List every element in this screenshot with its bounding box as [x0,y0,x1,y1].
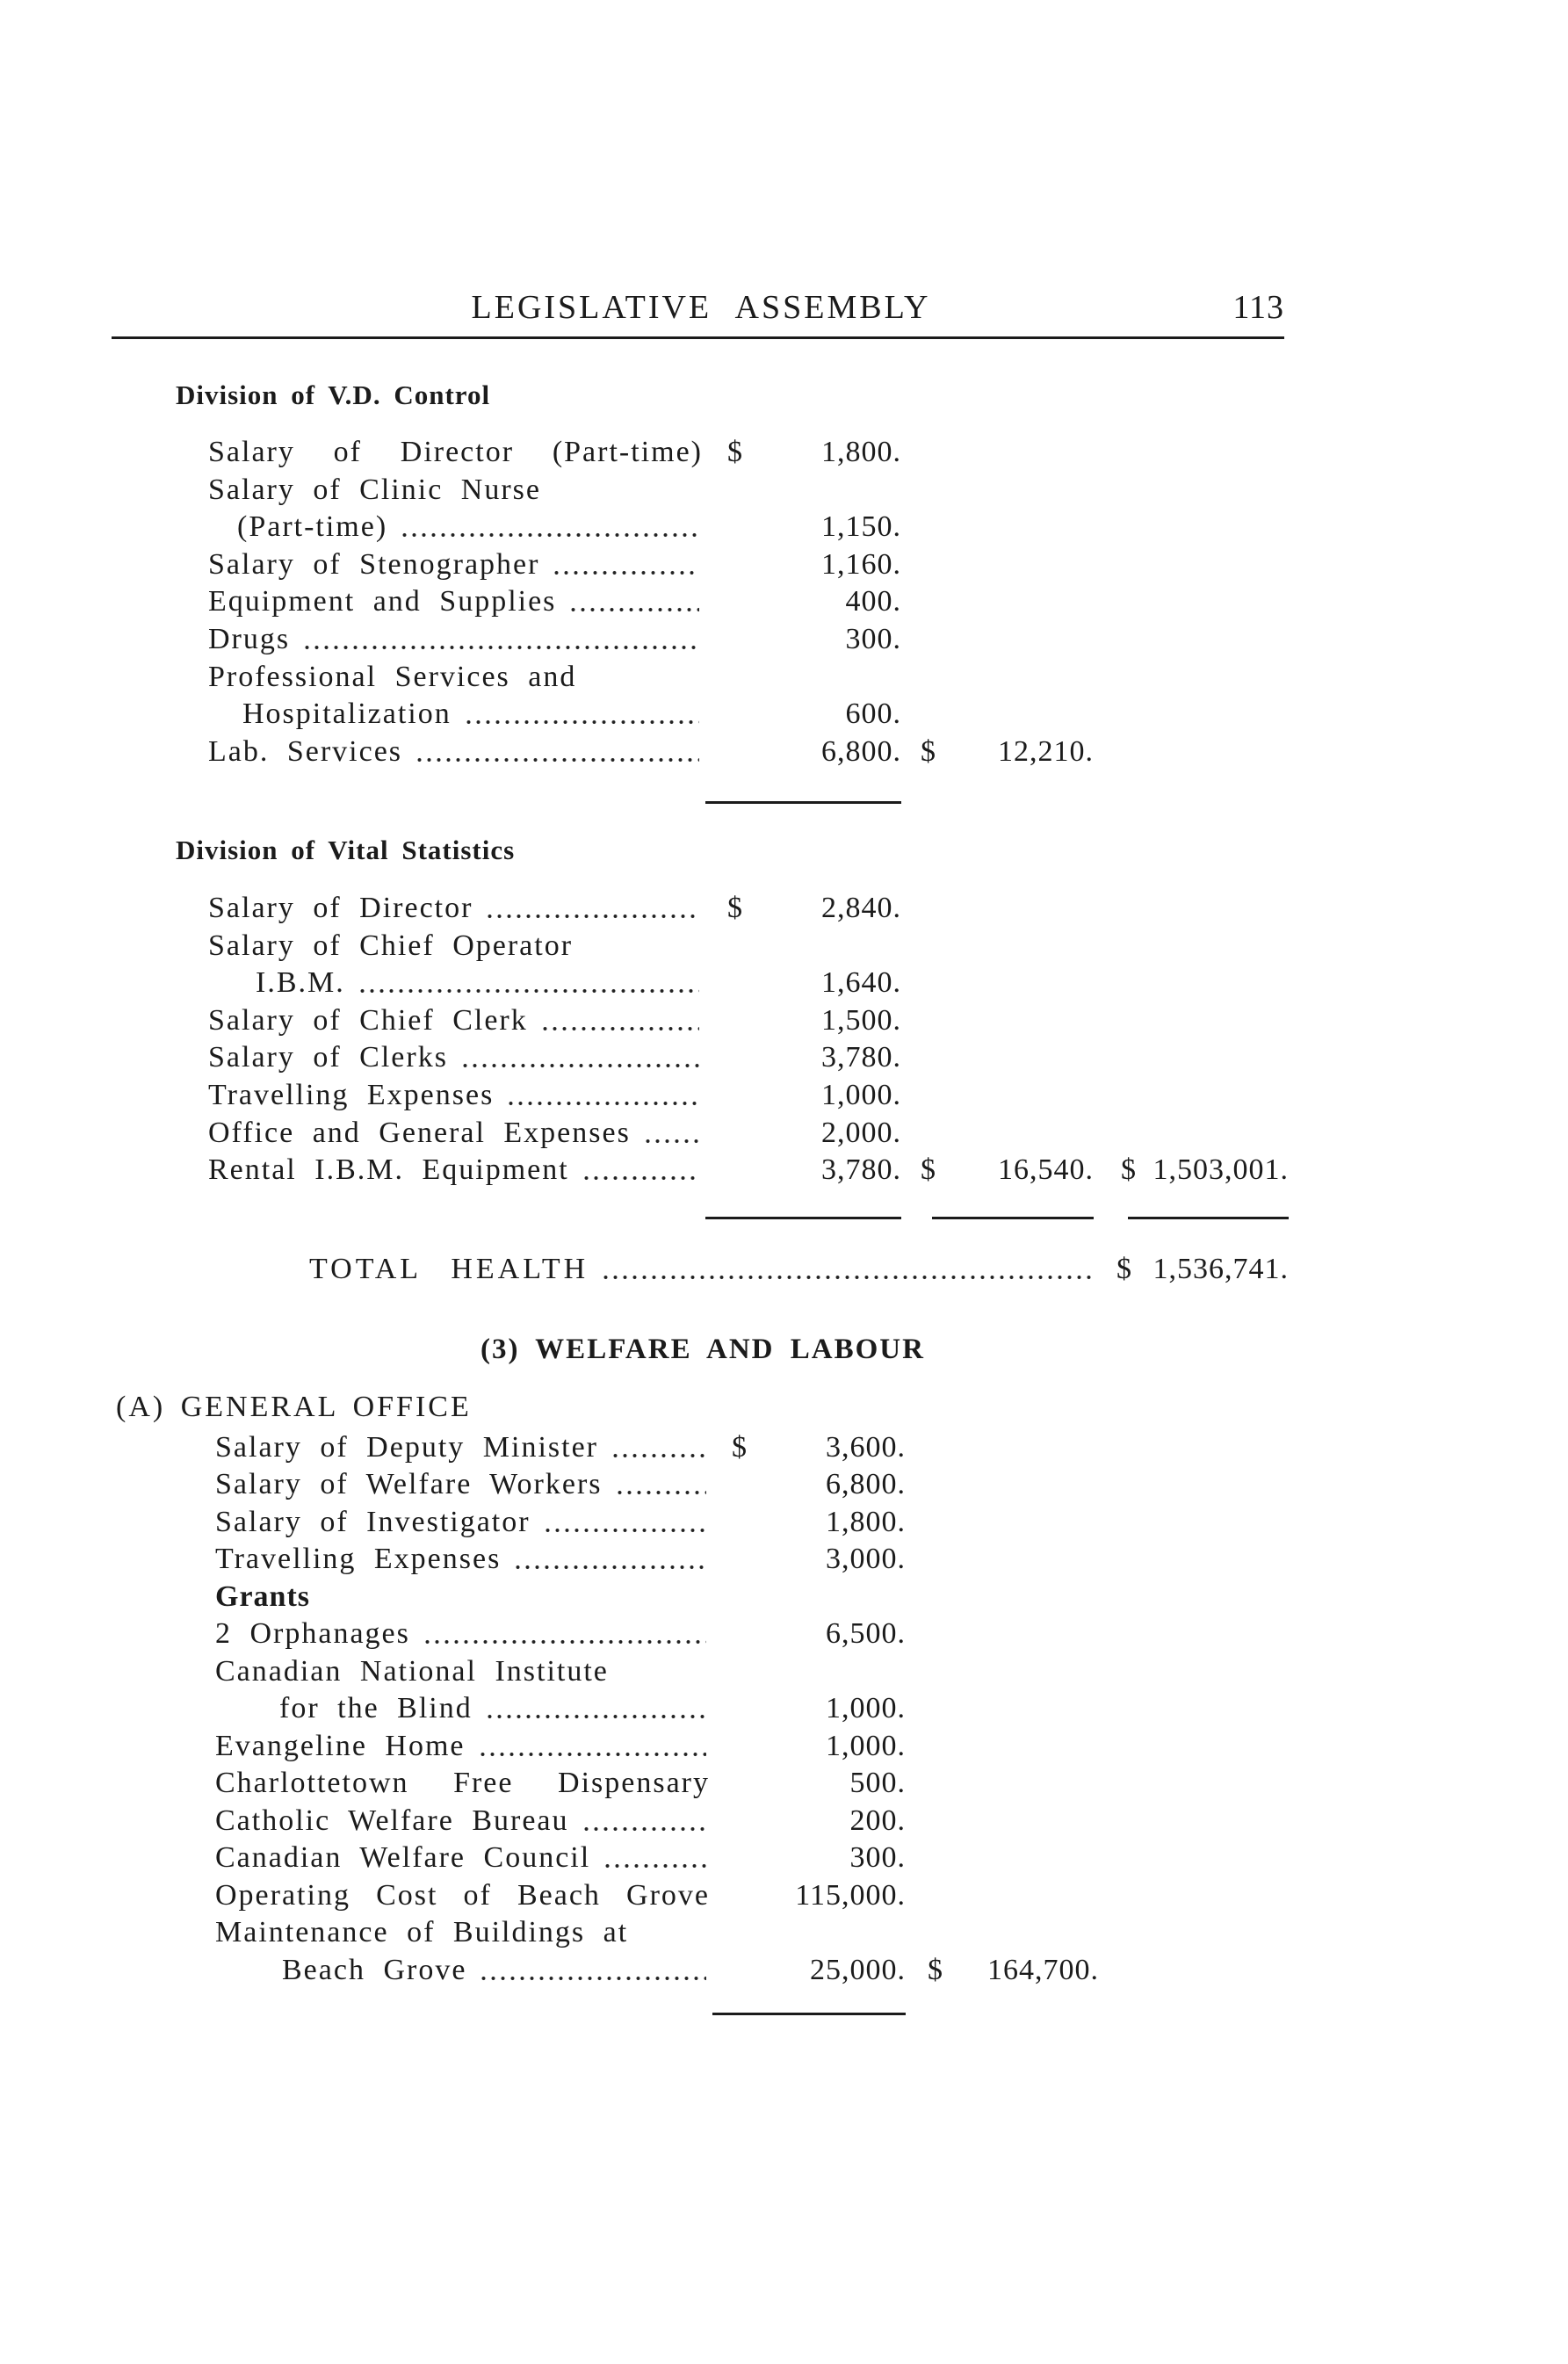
line-item [0,1690,1568,1727]
line-item-label: Professional Services and [208,661,577,693]
leader-dots [603,1863,706,1869]
line-item [0,1765,1568,1802]
line-item-label: Salary of Clerks [208,1041,448,1074]
line-item-label: Canadian Welfare Council [215,1841,591,1874]
dollar-sign: $ [921,735,936,768]
dollar-sign: $ [727,436,742,468]
line-item [0,734,1568,770]
line-item-amount: 600. [845,698,901,730]
page-number: 113 [1232,289,1284,326]
line-item-label: Salary of Clinic Nurse [208,474,541,506]
leader-dots [485,1714,706,1719]
line-item [0,1115,1568,1152]
line-item-label: Salary of Stenographer [208,548,540,581]
line-item-label: Evangeline Home [215,1730,466,1762]
line-item-label: 2 Orphanages [215,1617,410,1650]
line-item-label-cell [215,1541,710,1578]
line-item-label-cell [282,1952,710,1989]
line-item-label: for the Blind [279,1692,473,1724]
line-item-label-cell [242,696,703,733]
line-item-amount: 300. [849,1841,906,1874]
line-item [0,1541,1568,1578]
line-item [0,1840,1568,1876]
line-item-label: Beach Grove [282,1954,467,1986]
line-item-label-cell [215,1840,710,1876]
line-item-amount: 2,000. [821,1117,901,1149]
line-item-label: (Part-time) [237,510,388,543]
leader-dots [358,988,699,994]
line-item-label: Salary of Chief Operator [208,929,574,962]
line-item [0,1002,1568,1039]
line-item-amount: 1,160. [821,548,901,581]
dollar-sign: $ [1121,1153,1136,1186]
subtotal-rule [712,2013,906,2015]
line-item-label-cell [208,546,703,583]
line-item [0,890,1568,927]
subtotal-amount: 12,210. [998,735,1094,768]
total-health-label: TOTAL HEALTH [309,1253,589,1285]
line-item [0,1914,1568,1951]
section-heading-vd-control: Division of V.D. Control [176,380,491,410]
line-item [0,434,1568,471]
line-item-label-cell [237,509,703,546]
dollar-sign: $ [727,892,742,924]
leader-dots [582,1175,699,1181]
line-item-label-cell [208,1115,703,1152]
leader-dots [478,1752,706,1757]
line-item-label: Maintenance of Buildings at [215,1916,629,1948]
line-item-amount: 115,000. [795,1879,906,1912]
total-health-row [0,1251,1568,1288]
line-item [0,1877,1568,1914]
line-item [0,509,1568,546]
leader-dots [582,1826,707,1832]
line-item-label-cell [208,890,703,927]
line-item-label-cell [208,1152,703,1189]
line-item-label-cell [208,734,703,770]
line-item [0,1504,1568,1541]
leader-dots [601,1275,1095,1280]
line-item [0,965,1568,1001]
total-health-label-cell [309,1251,1099,1288]
line-item [0,1152,1568,1189]
line-item-label: Equipment and Supplies [208,585,557,618]
subtotal-amount: 164,700. [987,1954,1099,1986]
line-item-label-cell [215,1466,710,1503]
line-item-amount: 1,150. [821,510,901,543]
line-item-label: Travelling Expenses [208,1079,495,1111]
line-item-label-cell [208,583,703,620]
line-item-label-cell [215,1429,710,1466]
line-item-amount: 1,500. [821,1004,901,1037]
subtotal-rule [932,1217,1094,1219]
line-item [0,1616,1568,1652]
leader-dots [423,1639,706,1645]
line-item-amount: 1,000. [821,1079,901,1111]
line-item [0,1952,1568,1989]
subtotal-rule [705,801,901,804]
leader-dots [543,1528,706,1533]
dollar-sign: $ [732,1431,747,1464]
line-item [0,583,1568,620]
line-item-label-cell [208,1077,703,1114]
total-health-amount: 1,536,741. [1153,1253,1289,1285]
line-item-label-cell [215,1728,710,1765]
line-item-label: Office and General Expenses [208,1117,631,1149]
line-item-label: Salary of Deputy Minister [215,1431,598,1464]
total-amount: 1,503,001. [1153,1153,1289,1186]
leader-dots [415,757,699,763]
line-item-label: Salary of Chief Clerk [208,1004,528,1037]
line-item-amount: 300. [845,623,901,655]
line-item-amount: 25,000. [810,1954,906,1986]
subsection-heading-general-office: (A) GENERAL OFFICE [116,1391,472,1423]
line-item [0,1653,1568,1690]
line-item-label-cell [215,1616,710,1652]
leader-dots [460,1063,699,1068]
leader-dots [513,1565,706,1570]
line-item-label: Catholic Welfare Bureau [215,1804,569,1837]
page-header-title: LEGISLATIVE ASSEMBLY [471,289,931,326]
section-heading-welfare-labour: (3) WELFARE AND LABOUR [481,1334,925,1365]
section-heading-vital-statistics: Division of Vital Statistics [176,835,516,865]
line-item-amount: 6,800. [821,735,901,768]
leader-dots [552,570,699,575]
leader-dots [615,1490,706,1495]
line-item-label: Rental I.B.M. Equipment [208,1153,569,1186]
line-item [0,659,1568,696]
line-item [0,1803,1568,1840]
leader-dots [464,719,699,725]
line-item-label-cell [208,1039,703,1076]
line-item-label-cell [215,1803,710,1840]
subtotal-amount: 16,540. [998,1153,1094,1186]
dollar-sign: $ [928,1954,943,1986]
line-item-label: Operating Cost of Beach Grove [215,1879,710,1912]
line-item-amount: 500. [849,1767,906,1799]
line-item-amount: 3,600. [826,1431,906,1464]
line-item [0,928,1568,965]
subtotal-rule [705,1217,901,1219]
leader-dots [540,1026,699,1031]
total-rule [1128,1217,1289,1219]
line-item [0,1728,1568,1765]
line-item [0,1429,1568,1466]
line-item-label: Salary of Welfare Workers [215,1468,603,1500]
line-item [0,472,1568,509]
dollar-sign: $ [921,1153,936,1186]
dollar-sign: $ [1116,1253,1131,1285]
line-item-label-cell [208,621,703,658]
line-item-amount: 3,780. [821,1153,901,1186]
line-item-amount: 2,840. [821,892,901,924]
line-item-amount: 1,000. [826,1692,906,1724]
line-item-amount: 1,800. [821,436,901,468]
line-item-label: I.B.M. [256,966,345,999]
line-item-label: Hospitalization [242,698,452,730]
line-item-amount: 1,640. [821,966,901,999]
line-item-label: Salary of Director [208,892,473,924]
line-item-amount: 6,500. [826,1617,906,1650]
line-item-label: Charlottetown Free Dispensary [215,1767,710,1799]
line-item-amount: 1,000. [826,1730,906,1762]
leader-dots [479,1976,706,1981]
line-item [0,1039,1568,1076]
line-item-amount: 200. [849,1804,906,1837]
line-item-label: Lab. Services [208,735,403,768]
line-item-amount: 400. [845,585,901,618]
line-item-label-cell [215,1504,710,1541]
line-item-amount: 3,780. [821,1041,901,1074]
line-item [0,621,1568,658]
line-item-label: Canadian National Institute [215,1655,609,1688]
line-item-label-cell [279,1690,710,1727]
line-item-amount: 3,000. [826,1543,906,1575]
line-item [0,1466,1568,1503]
line-item [0,1077,1568,1114]
line-item-amount: 6,800. [826,1468,906,1500]
line-item-label-cell [256,965,703,1001]
line-item-label-cell [208,1002,703,1039]
leader-dots [302,645,699,650]
line-item [0,1579,1568,1616]
line-item-label: Drugs [208,623,291,655]
line-item [0,546,1568,583]
leader-dots [485,914,699,919]
leader-dots [643,1139,699,1144]
line-item-label: Salary of Investigator [215,1506,531,1538]
leader-dots [506,1101,699,1106]
leader-dots [611,1453,706,1458]
header-rule [112,336,1284,339]
leader-dots [568,607,699,612]
line-item-label: Travelling Expenses [215,1543,502,1575]
line-item-label: Salary of Director (Part-time) [208,436,703,468]
line-item-amount: 1,800. [826,1506,906,1538]
grants-subheading: Grants [215,1580,310,1613]
leader-dots [400,532,699,538]
line-item [0,696,1568,733]
